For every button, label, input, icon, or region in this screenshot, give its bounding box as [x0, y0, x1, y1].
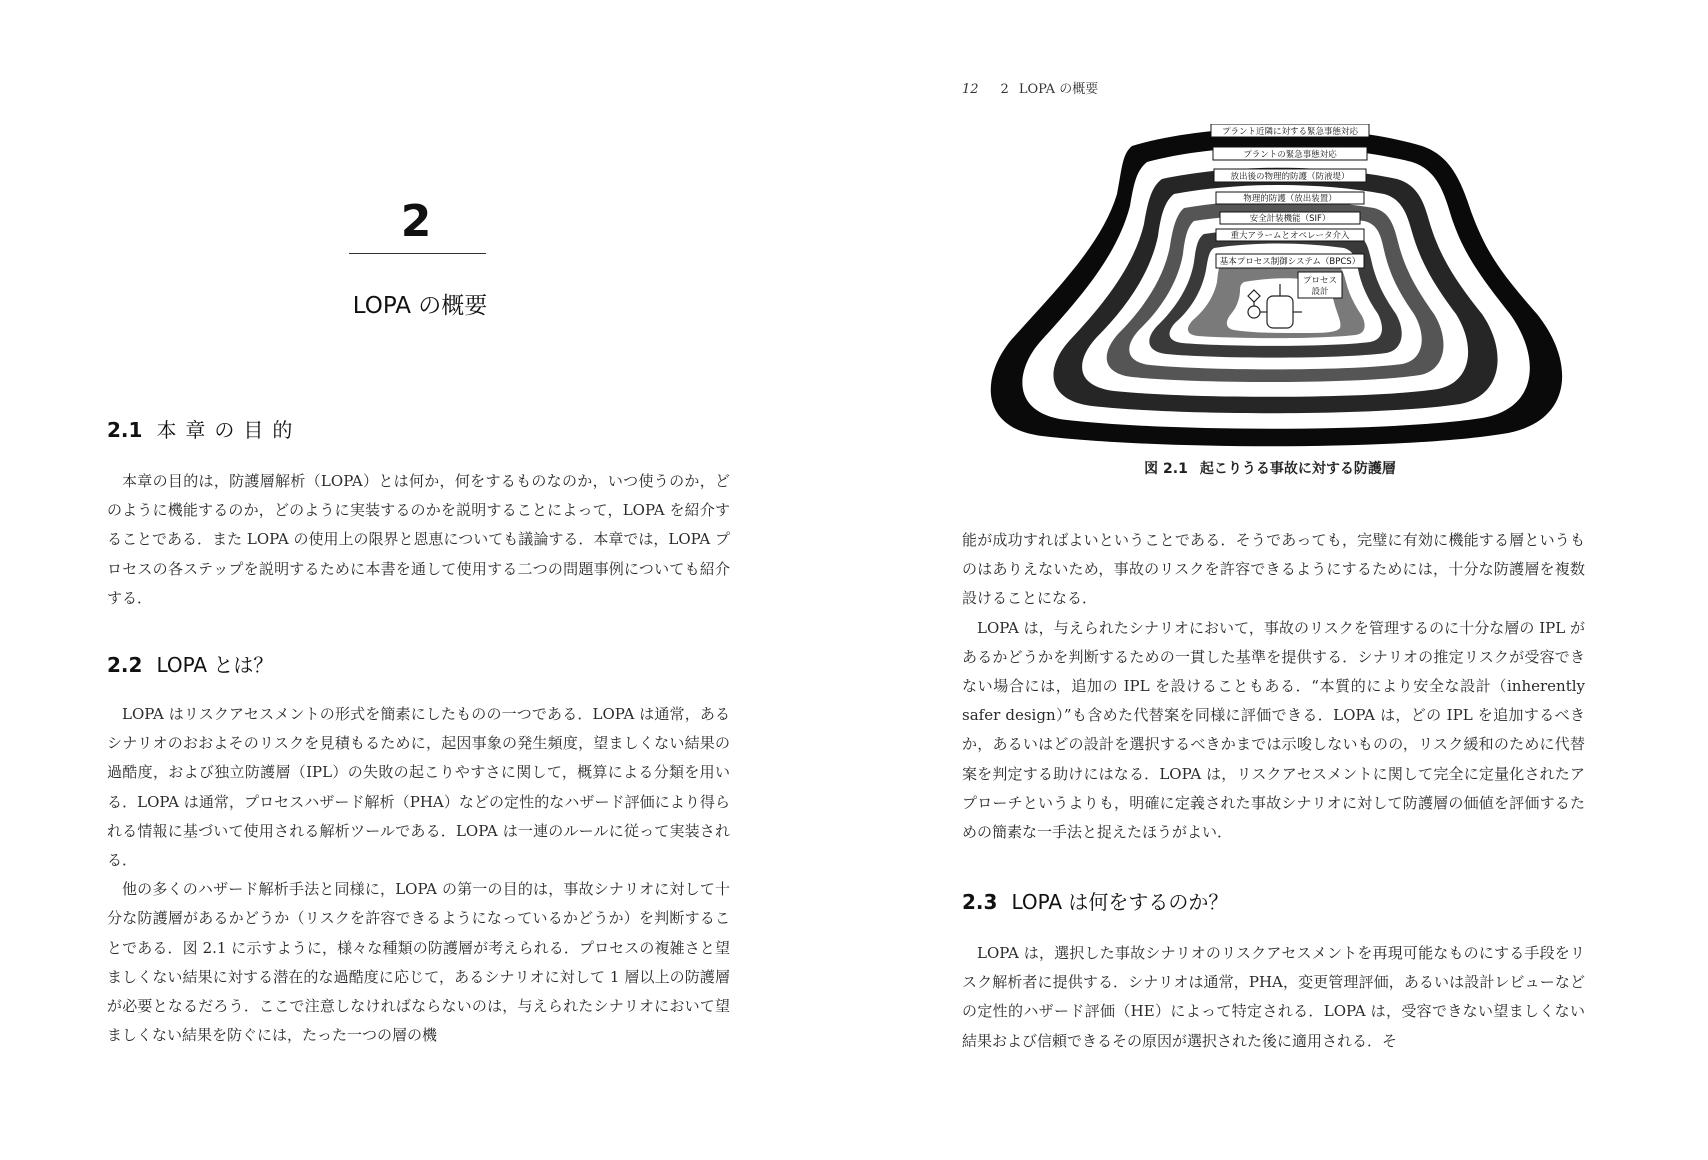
- running-header: [962, 78, 1098, 97]
- section-number: 2.3: [962, 890, 998, 914]
- section-heading-2-1: [107, 414, 301, 443]
- chapter-number: 2: [400, 196, 432, 247]
- center-label-line2: 設計: [1311, 287, 1329, 297]
- section-heading-2-2: [107, 649, 273, 678]
- section-2-3-body: [962, 939, 1585, 1056]
- layer-label: プラント近隣に対する緊急事態対応: [1221, 127, 1359, 137]
- page-number: 12: [962, 82, 979, 97]
- layer-label: 重大アラームとオペレータ介入: [1230, 231, 1350, 241]
- paragraph: LOPA は，選択した事故シナリオのリスクアセスメントを再現可能なものにする手段をリスク解析者に提供する．シナリオは通常，PHA，変更管理評価，あるいは設計レビューなどの定性的ハザード評価（HE）によって特定される．LOPA は，受容できない望ましくない結果および信頼できるその原因が選択された後に適用される．そ: [962, 944, 1585, 1050]
- layer-label: 安全計装機能（SIF）: [1249, 214, 1331, 224]
- paragraph: LOPA は，与えられたシナリオにおいて，事故のリスクを管理するのに十分な層の IPL があるかどうかを判断するための一貫した基準を提供する．シナリオの推定リスクが受容できない場合には，追加の IPL を設けることもある．“本質的により安全な設計（inherently safer design）”も含めた代替案を同様に評価できる．LOPA は，どの IPL を追加するべきか，あるいはどの設計を選択するべきかまでは示唆しないものの，リスク緩和のために代替案を判定する助けにはなる．LOPA は，リスクアセスメントに関して完全に定量化されたアプローチというよりも，明確に定義された事故シナリオに対して防護層の価値を評価するための簡素な一手法と捉えたほうがよい．: [962, 618, 1585, 842]
- header-chapter-title: LOPA の概要: [1018, 82, 1099, 97]
- figure-caption: [1100, 458, 1440, 478]
- header-chapter-number: 2: [1000, 82, 1009, 97]
- onion-diagram: [982, 124, 1568, 454]
- layer-label: プラントの緊急事態対応: [1243, 150, 1337, 160]
- figure-number: 図 2.1: [1144, 461, 1188, 477]
- section-heading-2-3: [962, 886, 1228, 915]
- protection-layers-figure: [982, 124, 1568, 454]
- paragraph: 他の多くのハザード解析手法と同様に，LOPA の第一の目的は，事故シナリオに対して十分な防護層があるかどうか（リスクを許容できるようになっているかどうか）を判断することである．図 2.1 に示すように，様々な種類の防護層が考えられる．プロセスの複雑さと望ましくない結果に対する潜在的な過酷度に応じて，あるシナリオに対して 1 層以上の防護層が必要となるだろう．ここで注意しなければならないのは，与えられたシナリオにおいて望ましくない結果を防ぐには，たった一つの層の機: [107, 880, 730, 1045]
- section-number: 2.1: [107, 418, 143, 442]
- chapter-rule: [349, 253, 486, 254]
- section-title: LOPA とは？: [156, 653, 274, 677]
- figure-caption-text: 起こりうる事故に対する防護層: [1199, 461, 1396, 477]
- right-page-continuation: [962, 526, 1585, 847]
- section-title: 本章の目的: [156, 418, 302, 442]
- paragraph: 本章の目的は，防護層解析（LOPA）とは何か，何をするものなのか，いつ使うのか，どのように機能するのか，どのように実装するのかを説明することによって，LOPA を紹介することである．また LOPA の使用上の限界と恩恵についても議論する．本章では，LOPA プロセスの各ステップを説明するために本書を通して使用する二つの問題事例についても紹介する．: [107, 472, 730, 607]
- layer-label: 放出後の物理的防護（防液堤）: [1230, 172, 1350, 182]
- layer-label: 基本プロセス制御システム（BPCS）: [1219, 257, 1361, 267]
- section-number: 2.2: [107, 653, 143, 677]
- section-title: LOPA は何をするのか？: [1011, 890, 1229, 914]
- section-2-2-body: [107, 700, 730, 1050]
- paragraph: 能が成功すればよいということである．そうであっても，完璧に有効に機能する層というものはありえないため，事故のリスクを許容できるようにするためには，十分な防護層を複数設けることになる．: [962, 531, 1585, 608]
- center-label-line1: プロセス: [1302, 276, 1338, 286]
- chapter-title: LOPA の概要: [352, 293, 488, 319]
- section-2-1-body: [107, 467, 730, 613]
- layer-label: 物理的防護（放出装置）: [1243, 194, 1337, 204]
- paragraph: LOPA はリスクアセスメントの形式を簡素にしたものの一つである．LOPA は通常，あるシナリオのおおよそのリスクを見積もるために，起因事象の発生頻度，望ましくない結果の過酷度，および独立防護層（IPL）の失敗の起こりやすさに関して，概算による分類を用いる．LOPA は通常，プロセスハザード解析（PHA）などの定性的なハザード評価により得られる情報に基づいて使用される解析ツールである．LOPA は一連のルールに従って実装される．: [107, 705, 730, 870]
